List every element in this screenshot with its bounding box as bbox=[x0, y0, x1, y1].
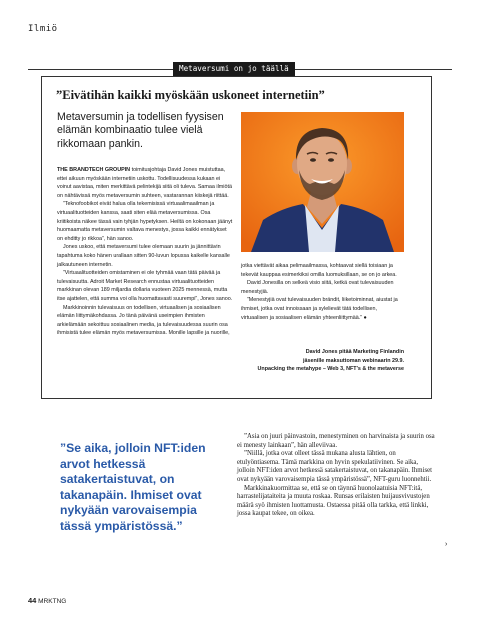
paragraph: ”Teknofoobikot eivät halua olla tekemisissä virtuaalimaailman ja virtuaalituotteiden kanssa, saati siten elää metaversumissa. Osa kriitikoista näkee tässä vain tyhjän hypetyksen. Heiltä on kokonaan jäänyt huomaamatta metaversumin valtava menestys, jossa kaikki ennätykset on ehditty jo rikkoa”, hän sanoo. bbox=[57, 201, 233, 242]
paragraph: ”Niillä, jotka ovat olleet tässä mukana alusta lähtien, on etulyöntiasema. Tämä markkina on hyvin spekulatiivinen. Se aika, jolloin NFT:iden arvot hetkessä satakertaistuvat, on takanapäin. Ihmiset ovat nykyään varovaisempia tässä ympäristössä”, NFT-guru luonnehtii. bbox=[237, 450, 433, 483]
box-subhead: Metaversumin ja todellisen fyysisen elämän kombinaatio tulee vielä rikkomaan pankin. bbox=[57, 111, 224, 150]
box-tag: Metaversumi on jo täällä bbox=[173, 62, 295, 76]
paragraph: jotka viettävät aikaa pelimaailmassa, kohtaavat siellä toisiaan ja tekevät kauppaa esimerkiksi omilla luomuksillaan, se on jo arkea. bbox=[241, 263, 397, 278]
paragraph: Jones uskoo, että metaversumi tulee olemaan suurin ja jännittävin tapahtuma koko hänen urallaan sitten 90-luvun lopussa kaikelle kansalle jalkautuneen internetin. bbox=[57, 244, 230, 268]
article-column-2 bbox=[241, 262, 404, 322]
paragraph: ”Asia on juuri päinvastoin, menestyminen on harvinaista ja suurin osa ei menesty lainkaan”, hän alleviivaa. bbox=[237, 433, 435, 449]
paragraph: toimitusjohtaja David Jones muistuttaa, ettei aikuun myöskään internetiin uskottu. Todellisuudessa kukaan ei voinut aavistaa, miten merkittävä pelintekijä siitä oli tuleva. Samaa ilmiötä on nähtävissä myös metaversumin suhteen, vastarannan kiiskejä riittää. bbox=[57, 167, 232, 199]
paragraph: Markkinakuormittaa se, että se on täynnä huonolaatuisia NFT:itä, harrastelijataiteita ja muuta roskaa. Runsas erilaisten huijausvivustojen määrä syö ihmisten luottamusta. Ostaessa pitää olla tarkka, että linkki, jossa kaupat tekee, on oikea. bbox=[237, 484, 430, 518]
event-byline bbox=[232, 348, 404, 374]
section-label: Ilmiö bbox=[28, 24, 58, 34]
box-headline: ”Eivätihän kaikki myöskään uskoneet internetiin” bbox=[56, 88, 325, 102]
continue-arrow-icon: › bbox=[445, 541, 448, 548]
byline-line: jäsenille maksuttoman webinaarin 29.9. bbox=[303, 357, 404, 364]
article-continuation bbox=[237, 433, 437, 519]
paragraph: ”Menestyjiä ovat tulevaisuuden brändit, liiketoiminnat, aiustat ja ihmiset, jotka ovat innoissaan ja sylelievät tätä todellisen, virtuaalisen ja sosiaalisen elämän yhteenliittymää.” ● bbox=[241, 297, 398, 321]
lead-in: THE BRANDTECH GROUPIN bbox=[57, 167, 131, 173]
magazine-name: MRKTNG bbox=[38, 598, 67, 605]
page-number: 44 bbox=[28, 596, 37, 605]
pull-quote: ”Se aika, jolloin NFT:iden arvot hetkessä satakertaistuvat, on takanapäin. Ihmiset ovat nykyään varovaisempia tässä ympäristössä.” bbox=[60, 441, 206, 533]
paragraph: Markkinoinnin tulevaisuus on todellisen, virtuaalisen ja sosiaalisen elämän liittymäkohdassa. Jo tänä päivänä useimpien ihmisten arkielämään sekoittuu sosiaalinen media, ja tulevaisuudessa suurin osa ihmisistä tulee elämän myös metaversumissa. Monille lapsille ja nuorille, bbox=[57, 304, 230, 337]
portrait-photo bbox=[241, 112, 404, 252]
byline-line: David Jones pitää Marketing Finlandin bbox=[305, 349, 404, 355]
byline-line: Unpacking the metahype – Web 3, NFT's & the metaverse bbox=[257, 366, 404, 373]
page-footer bbox=[28, 596, 66, 605]
article-column-1 bbox=[57, 166, 233, 338]
paragraph: David Jonesilla on selkeä visio siitä, ketkä ovat tulevaisuuden menestyjiä. bbox=[241, 280, 394, 295]
paragraph: ”Virtuaalituotteiden omistaminen ei ole tyhmää vaan tätä päivää ja tulevaisuutta. Adroit Market Research ennustaa virtuaalituotteiden markkinan olevan 189 miljardia dollaria vuoteen 2025 mennessä, mutta itse ajattelen, että summa voi olla huomattavasti suurempi”, Jones sanoo. bbox=[57, 270, 233, 302]
